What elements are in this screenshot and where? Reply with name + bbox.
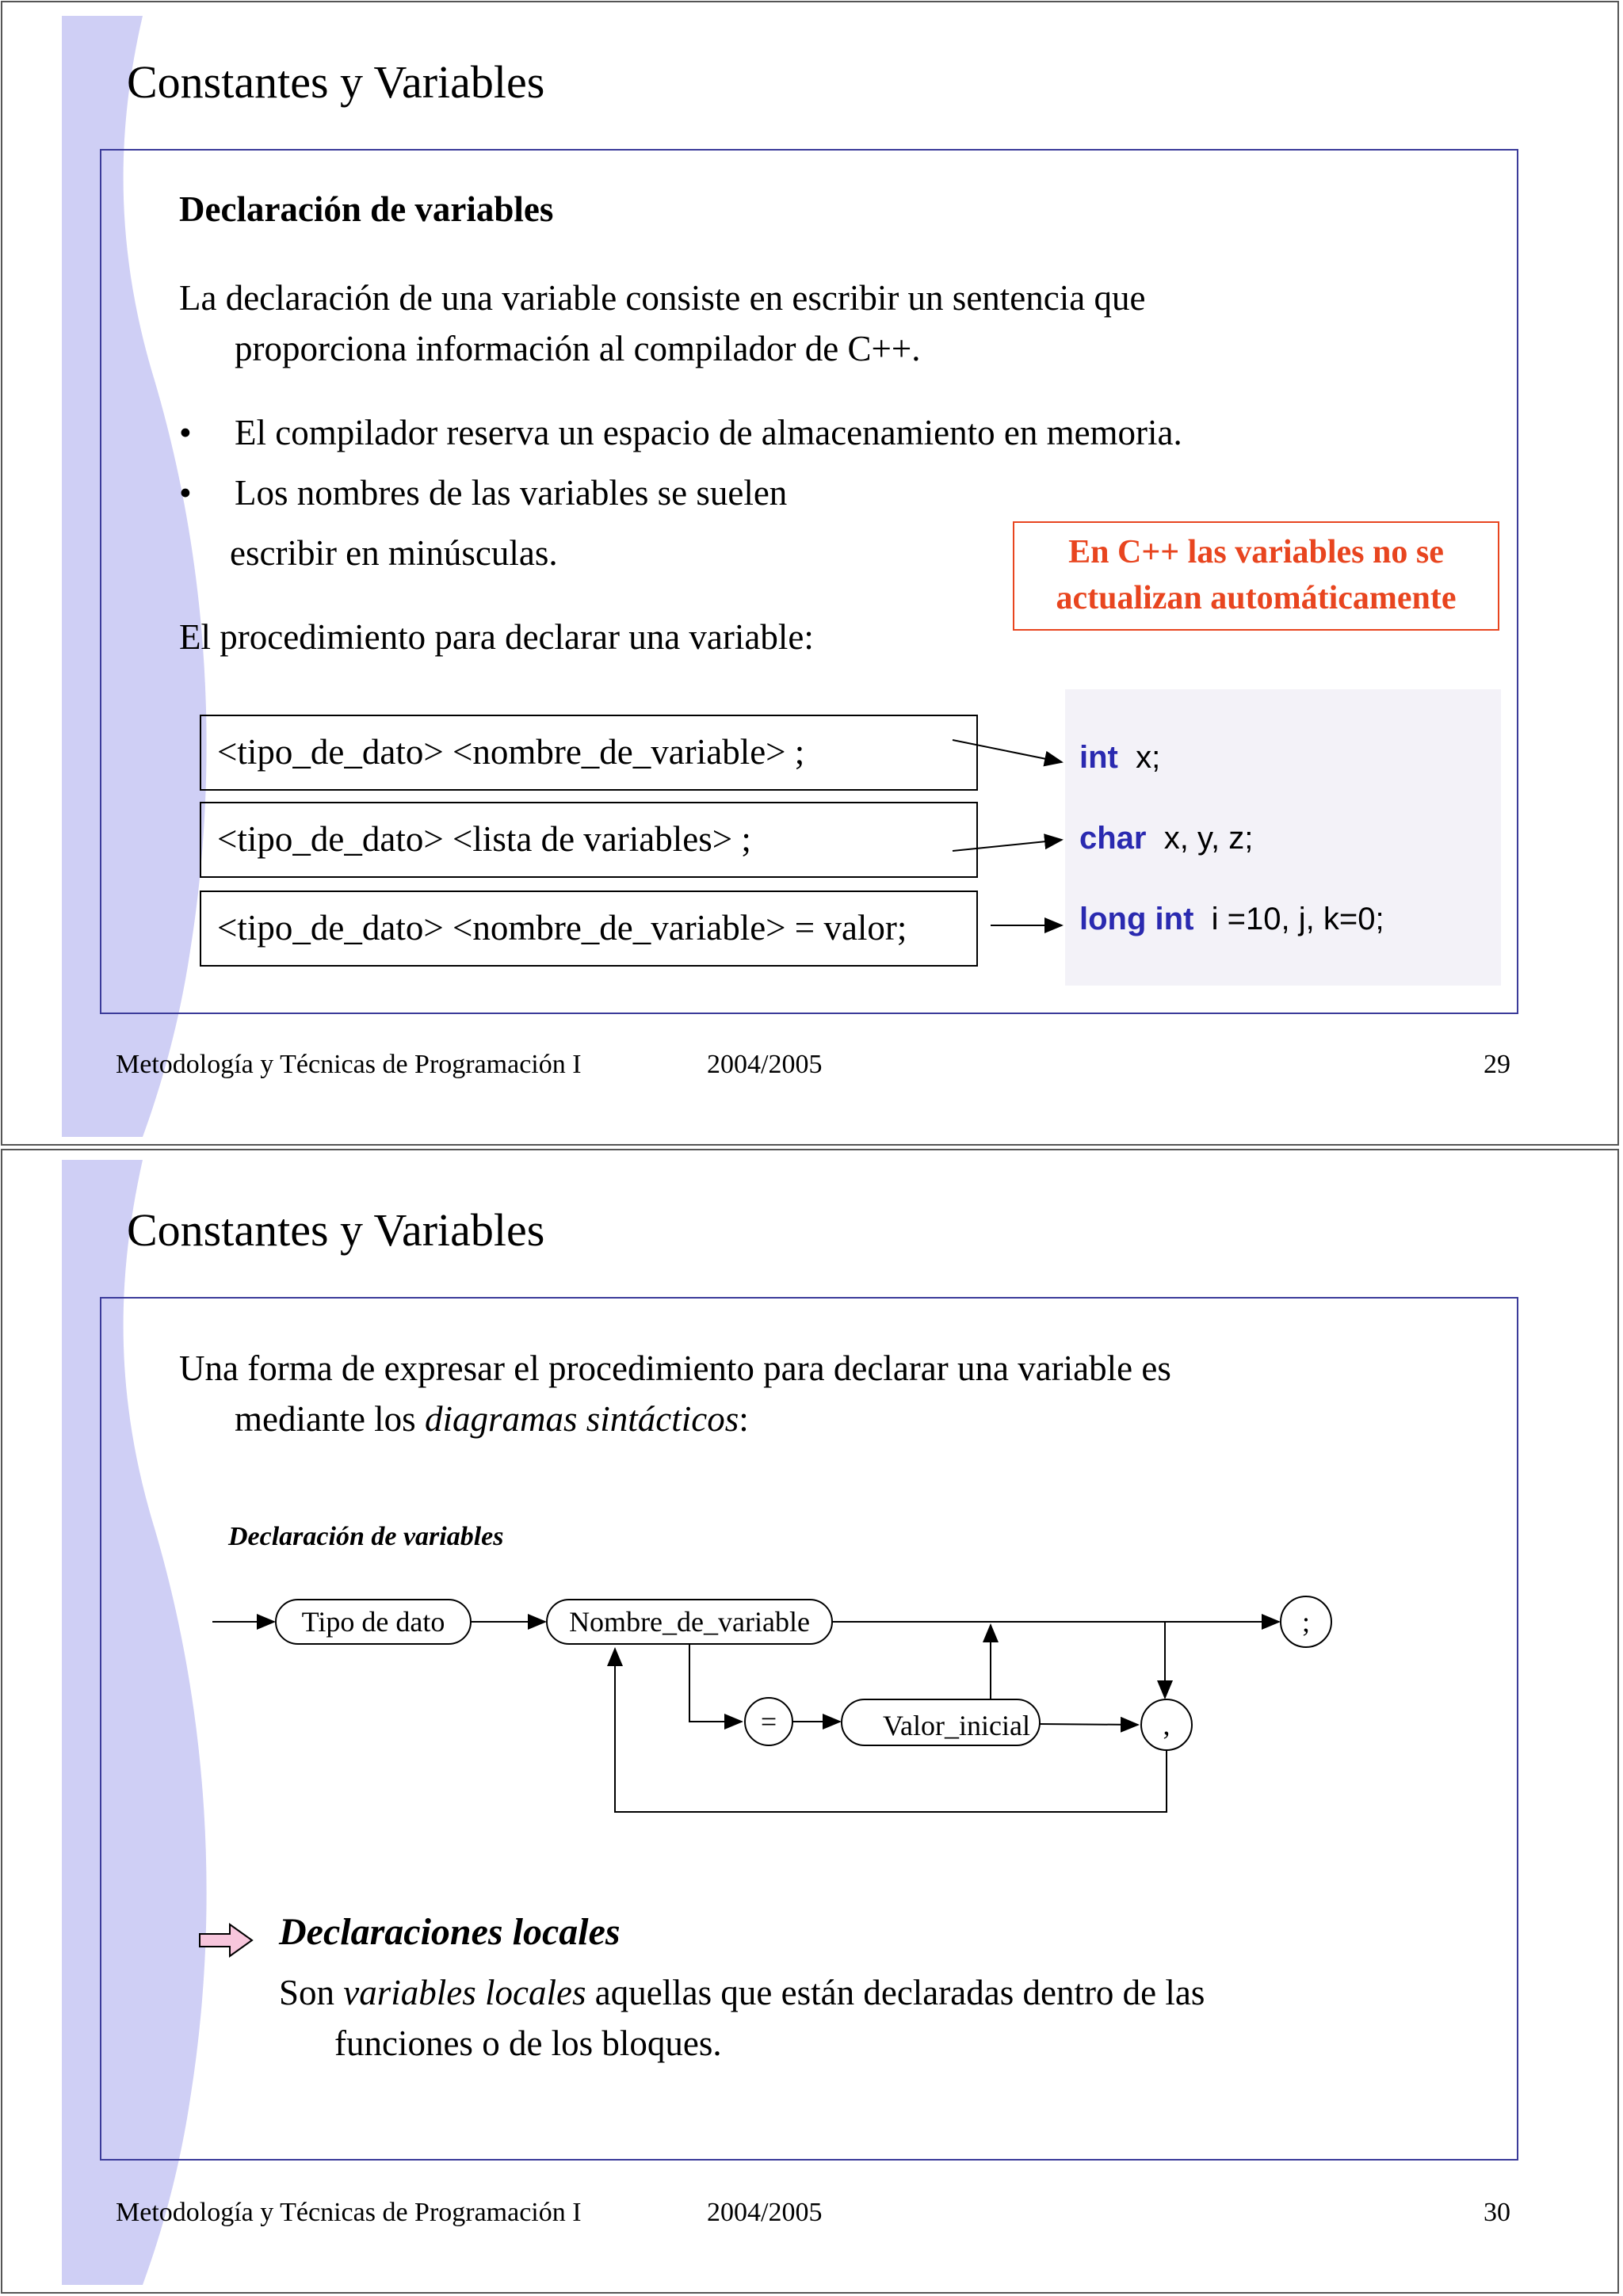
code-rest: x;	[1136, 740, 1161, 775]
code-keyword: int	[1079, 740, 1118, 775]
note-line: actualizan automáticamente	[1056, 580, 1457, 616]
body-text-italic: variables locales	[343, 1973, 586, 2012]
section-heading: Declaración de variables	[179, 189, 554, 229]
bullet-text: Los nombres de las variables se suelen	[235, 473, 788, 513]
note-line: En C++ las variables no se	[1068, 534, 1444, 570]
diagram-label-comma: ,	[1163, 1709, 1170, 1741]
bullet-text-continuation: escribir en minúsculas.	[230, 533, 558, 573]
bullet-text: El compilador reserva un espacio de almacenamiento en memoria.	[235, 413, 1182, 452]
intro-text-line2: proporciona información al compilador de C++.	[235, 329, 921, 368]
diagram-title: Declaración de variables	[228, 1522, 504, 1551]
syntax-box: <tipo_de_dato> <nombre_de_variable> ;	[200, 715, 978, 791]
body-text-line2: funciones o de los bloques.	[334, 2023, 722, 2063]
intro-text-italic: diagramas sintácticos	[424, 1399, 739, 1439]
diagram-label-nombre: Nombre_de_variable	[569, 1606, 810, 1638]
page-number: 29	[1484, 1050, 1510, 1079]
slide-title: Constantes y Variables	[127, 56, 545, 108]
diagram-label-equals: =	[760, 1706, 777, 1737]
syntax-box: <tipo_de_dato> <lista de variables> ;	[200, 802, 978, 878]
intro-text-line1: La declaración de una variable consiste en escribir un sentencia que	[179, 278, 1146, 318]
body-text-line1	[279, 1972, 1205, 2013]
footer-year: 2004/2005	[707, 1050, 823, 1079]
code-keyword: long int	[1079, 902, 1194, 936]
slide-30	[0, 1148, 1623, 2296]
footer-course: Metodología y Técnicas de Programación I	[116, 1050, 582, 1079]
diagram-label-tipo: Tipo de dato	[301, 1606, 445, 1638]
footer-course: Metodología y Técnicas de Programación I	[116, 2198, 582, 2227]
syntax-diagram	[0, 1148, 1623, 2296]
bullet-marker: •	[179, 473, 192, 513]
code-rest: x, y, z;	[1163, 821, 1254, 856]
footer-year: 2004/2005	[707, 2198, 823, 2227]
body-text-part: Son	[279, 1973, 344, 2012]
code-keyword: char	[1079, 821, 1147, 856]
bullet-marker: •	[179, 413, 192, 452]
slide-title: Constantes y Variables	[127, 1204, 545, 1256]
procedure-text: El procedimiento para declarar una variable:	[179, 617, 814, 657]
section-title: Declaraciones locales	[279, 1911, 621, 1953]
diagram-label-valor: Valor_inicial	[883, 1710, 1030, 1741]
syntax-box: <tipo_de_dato> <nombre_de_variable> = valor;	[200, 891, 978, 967]
body-text-part: aquellas que están declaradas dentro de las	[586, 1973, 1205, 2012]
intro-text-line1: Una forma de expresar el procedimiento para declarar una variable es	[179, 1348, 1171, 1388]
section-arrow-icon	[200, 1924, 252, 1956]
code-rest: i =10, j, k=0;	[1211, 902, 1384, 936]
diagram-label-semicolon: ;	[1301, 1606, 1310, 1638]
intro-text-part: mediante los	[235, 1399, 425, 1439]
intro-text-part: :	[739, 1399, 749, 1439]
page-number: 30	[1484, 2198, 1510, 2227]
